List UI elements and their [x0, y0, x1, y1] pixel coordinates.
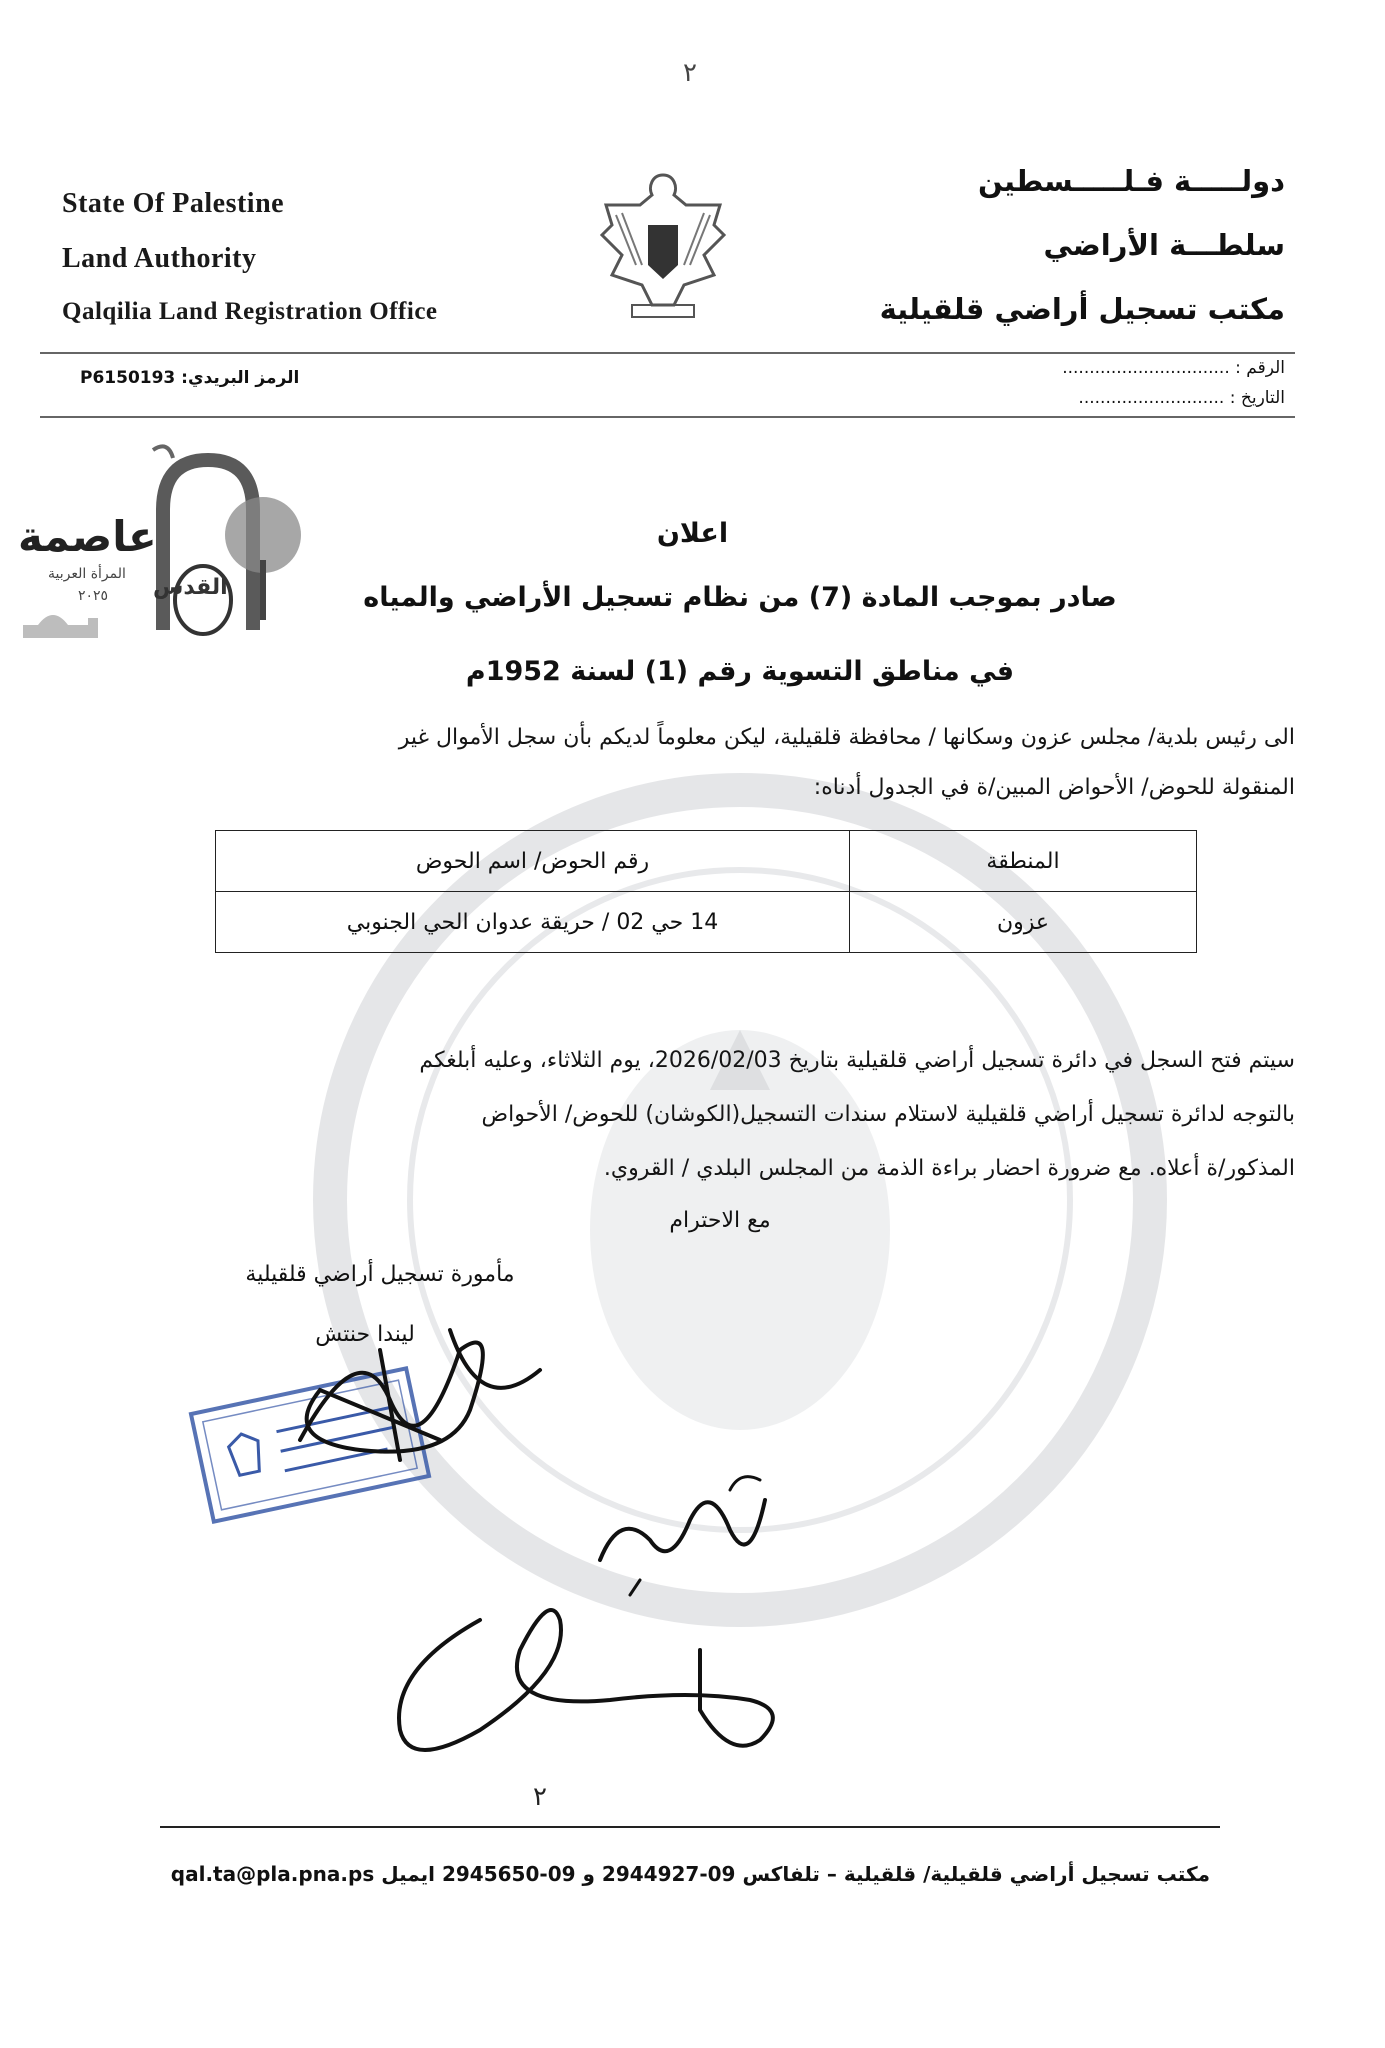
announcement-subtitle-1: صادر بموجب المادة (7) من نظام تسجيل الأراضي والمياه: [363, 582, 1117, 613]
announcement-subtitle-2: في مناطق التسوية رقم (1) لسنة 1952م: [465, 656, 1015, 687]
footer-page-number: ٢: [533, 1782, 547, 1812]
header-en-line1: State Of Palestine: [62, 188, 285, 219]
parcels-table: [215, 830, 1197, 953]
closing-regards: مع الاحترام: [669, 1208, 771, 1233]
signature-scribble-icon: [240, 1290, 560, 1490]
table-cell-region: عزون: [850, 892, 1197, 953]
postal-code: الرمز البريدي: P6150193: [80, 368, 300, 388]
header-ar-line3: مكتب تسجيل أراضي قلقيلية: [879, 292, 1285, 326]
handwritten-arabic-annotation-icon: [580, 1460, 780, 1600]
signatory-title: مأمورة تسجيل أراضي قلقيلية: [245, 1262, 515, 1287]
capital-logo-year: ٢٠٢٥: [78, 588, 109, 604]
table-cell-basin: 14 حي 02 / حريقة عدوان الحي الجنوبي: [216, 892, 850, 953]
date-field: التاريخ : ...........................: [1078, 388, 1285, 408]
footer-divider: [160, 1826, 1220, 1828]
capital-logo-title: عاصمة: [18, 512, 157, 561]
palestine-eagle-emblem-icon: [592, 165, 734, 325]
dome-skyline-icon: [18, 600, 128, 640]
header-ar-line2: سلطـــة الأراضي: [1043, 228, 1285, 262]
capital-logo-subtitle: المرأة العربية: [48, 566, 126, 582]
body-line-2: بالتوجه لدائرة تسجيل أراضي قلقيلية لاستلام سندات التسجيل(الكوشان) للحوض/ الأحواض: [481, 1102, 1295, 1127]
footer-contact-info: مكتب تسجيل أراضي قلقيلية/ قلقيلية – تلفاكس 09-2944927 و 09-2945650 ايميل qal.ta@pla.pna.ps: [170, 1862, 1210, 1886]
header-en-line2: Land Authority: [62, 243, 257, 274]
capital-logo-emblem-text: القدس: [153, 575, 228, 600]
table-header-row: [216, 831, 1197, 892]
announcement-title: اعلان: [656, 518, 729, 549]
intro-line-2: المنقولة للحوض/ الأحواض المبين/ة في الجدول أدناه:: [813, 775, 1295, 800]
header-ar-line1: دولـــــة فـلـــــسطين: [977, 164, 1285, 198]
reference-number-field: الرقم : ...............................: [1062, 358, 1285, 378]
signature-large-icon: [370, 1590, 800, 1780]
table-header-region: المنطقة: [850, 831, 1197, 892]
body-line-1: سيتم فتح السجل في دائرة تسجيل أراضي قلقيلية بتاريخ 2026/02/03، يوم الثلاثاء، وعليه أبلغكم: [419, 1048, 1295, 1073]
header-en-line3: Qalqilia Land Registration Office: [62, 298, 438, 325]
table-header-basin: رقم الحوض/ اسم الحوض: [216, 831, 850, 892]
page-mark: ٢: [683, 58, 697, 88]
body-line-3: المذكور/ة أعلاه. مع ضرورة احضار براءة الذمة من المجلس البلدي / القروي.: [603, 1156, 1295, 1181]
header-divider-top: [40, 352, 1295, 354]
intro-line-1: الى رئيس بلدية/ مجلس عزون وسكانها / محافظة قلقيلية، ليكن معلوماً لديكم بأن سجل الأموال غير: [398, 725, 1295, 750]
signatory-name: ليندا حنتش: [315, 1322, 415, 1347]
header-divider-bottom: [40, 416, 1295, 418]
table-row: [216, 892, 1197, 953]
